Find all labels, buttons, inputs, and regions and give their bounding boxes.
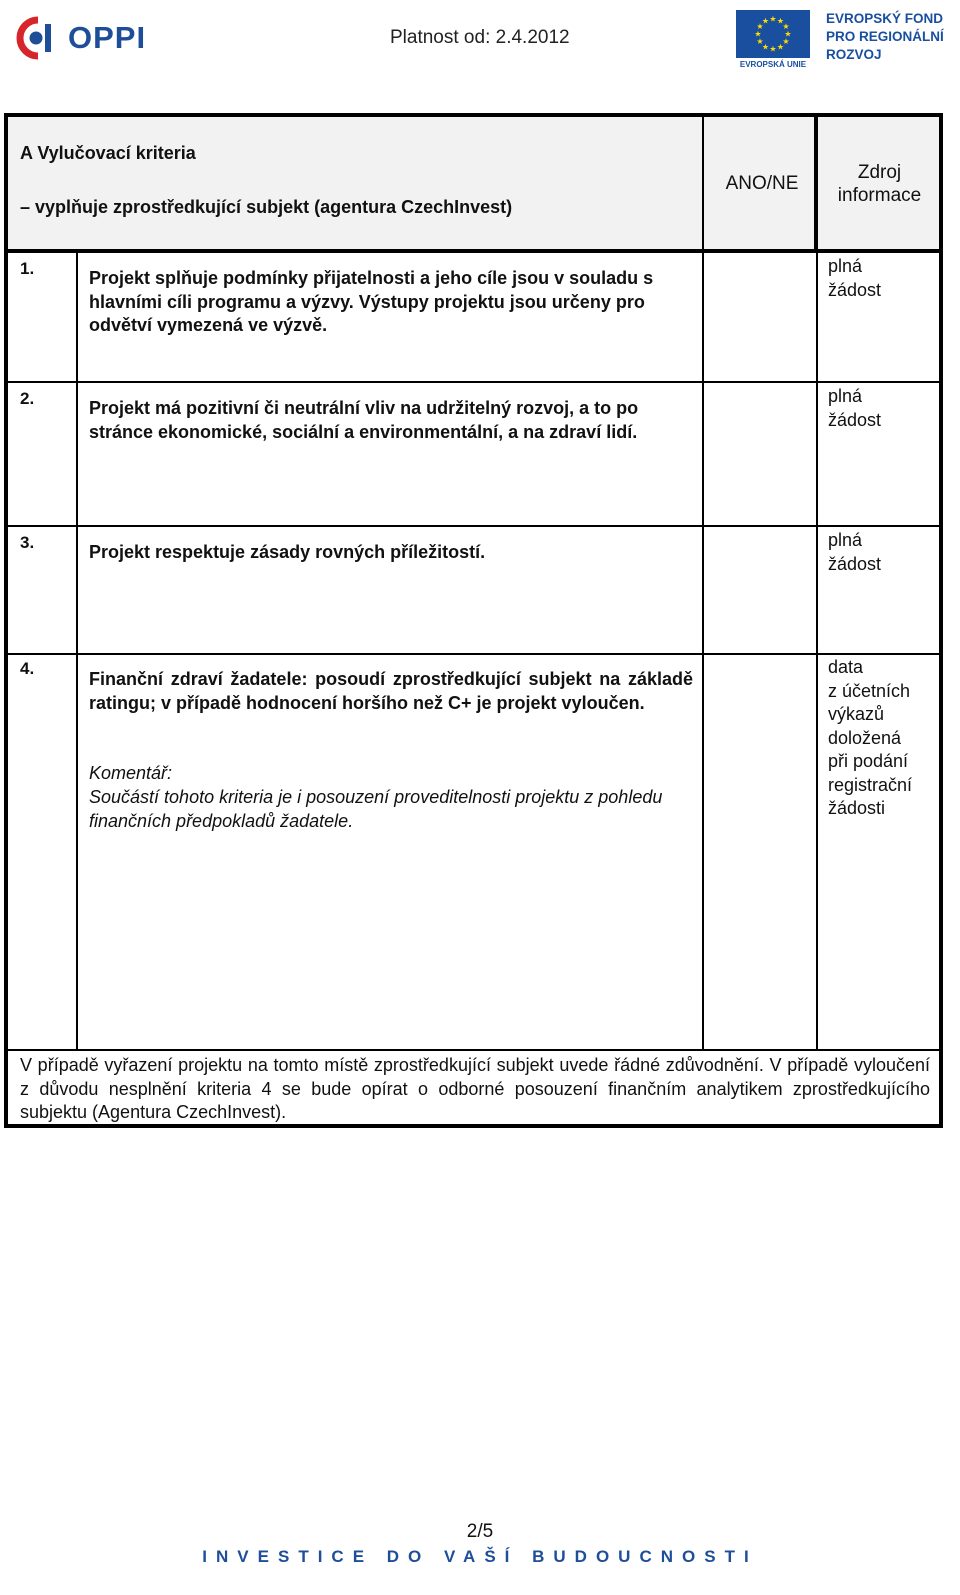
divider — [702, 253, 704, 1049]
criterion-number: 2. — [20, 389, 35, 408]
divider — [8, 525, 939, 527]
divider — [8, 381, 939, 383]
validity-date: Platnost od: 2.4.2012 — [390, 27, 570, 48]
section-subtitle: – vyplňuje zprostředkující subjekt (agentura CzechInvest) — [20, 197, 513, 217]
criterion-text: Projekt respektuje zásady rovných příležitostí. — [89, 542, 486, 562]
divider — [8, 249, 939, 253]
criterion-text: Projekt má pozitivní či neutrální vliv na udržitelný rozvoj, a to po stránce ekonomické, sociální a environmentální, a na zdraví lidí. — [89, 398, 639, 442]
page-header — [0, 0, 960, 80]
criteria-table — [4, 113, 943, 1128]
eu-flag-caption: EVROPSKÁ UNIE — [739, 60, 807, 69]
criterion-text: Finanční zdraví žadatele: posoudí zprostředkující subjekt na základě ratingu; v případě hodnocení horšího než C+ je projekt vyloučen. — [89, 669, 693, 713]
footer-slogan: INVESTICE DO VAŠÍ BUDOUCNOSTI — [202, 1547, 758, 1566]
eu-fund-text: EVROPSKÝ FOND PRO REGIONÁLNÍ ROZVOJ — [826, 11, 944, 62]
criterion-comment-label: Komentář: — [89, 763, 173, 783]
eu-star-icon: ★ — [776, 16, 785, 26]
oppi-logo-text: OPPI — [68, 20, 147, 55]
eu-star-icon: ★ — [756, 22, 764, 31]
eu-star-icon: ★ — [784, 29, 792, 39]
divider — [76, 253, 78, 1049]
section-title: A Vylučovací kriteria — [20, 143, 196, 163]
divider — [816, 253, 818, 1049]
criterion-number: 1. — [20, 259, 35, 278]
eu-star-icon: ★ — [782, 37, 790, 46]
oppi-emblem-icon — [16, 14, 62, 62]
eu-star-icon: ★ — [761, 42, 770, 52]
eu-star-icon: ★ — [756, 37, 764, 46]
page-number: 2/5 — [466, 1521, 494, 1542]
divider — [8, 1049, 939, 1051]
oppi-logo — [16, 14, 156, 62]
eu-star-icon: ★ — [769, 44, 777, 54]
eu-star-icon: ★ — [761, 16, 770, 26]
criterion-source: plná žádost — [828, 386, 882, 430]
table-footnote: V případě vyřazení projektu na tomto místě zprostředkující subjekt uvede řádné zdůvodnění. V případě vyloučení z důvodu nesplnění kriteria 4 se bude opírat o odborné posouzení finančním analytikem zprostředkujícího subjektu (Agentura CzechInvest). — [20, 1055, 930, 1122]
criterion-source: plná žádost — [828, 530, 882, 574]
divider — [814, 117, 818, 249]
eu-logo — [736, 10, 956, 70]
criterion-source: plná žádost — [828, 256, 882, 300]
eu-flag-icon — [736, 10, 810, 58]
eu-star-icon: ★ — [782, 22, 790, 31]
criterion-number: 3. — [20, 533, 35, 552]
eu-star-icon: ★ — [769, 14, 777, 24]
divider — [8, 653, 939, 655]
criterion-number: 4. — [20, 659, 35, 678]
criterion-text: Projekt splňuje podmínky přijatelnosti a jeho cíle jsou v souladu s hlavními cíli programu a výzvy. Výstupy projektu jsou určeny pro odvětví vymezená ve výzvě. — [89, 268, 654, 335]
eu-star-icon: ★ — [754, 29, 762, 39]
criterion-source: data z účetních výkazů doložená při podání registrační žádosti — [828, 657, 913, 818]
column-header-ano-ne: ANO/NE — [725, 173, 799, 194]
eu-star-icon: ★ — [776, 42, 785, 52]
divider — [702, 117, 704, 249]
column-header-source: Zdroj informace — [837, 162, 922, 206]
criterion-comment-text: Součástí tohoto kriteria je i posouzení proveditelnosti projektu z pohledu finančních předpokladů žadatele. — [89, 787, 663, 831]
